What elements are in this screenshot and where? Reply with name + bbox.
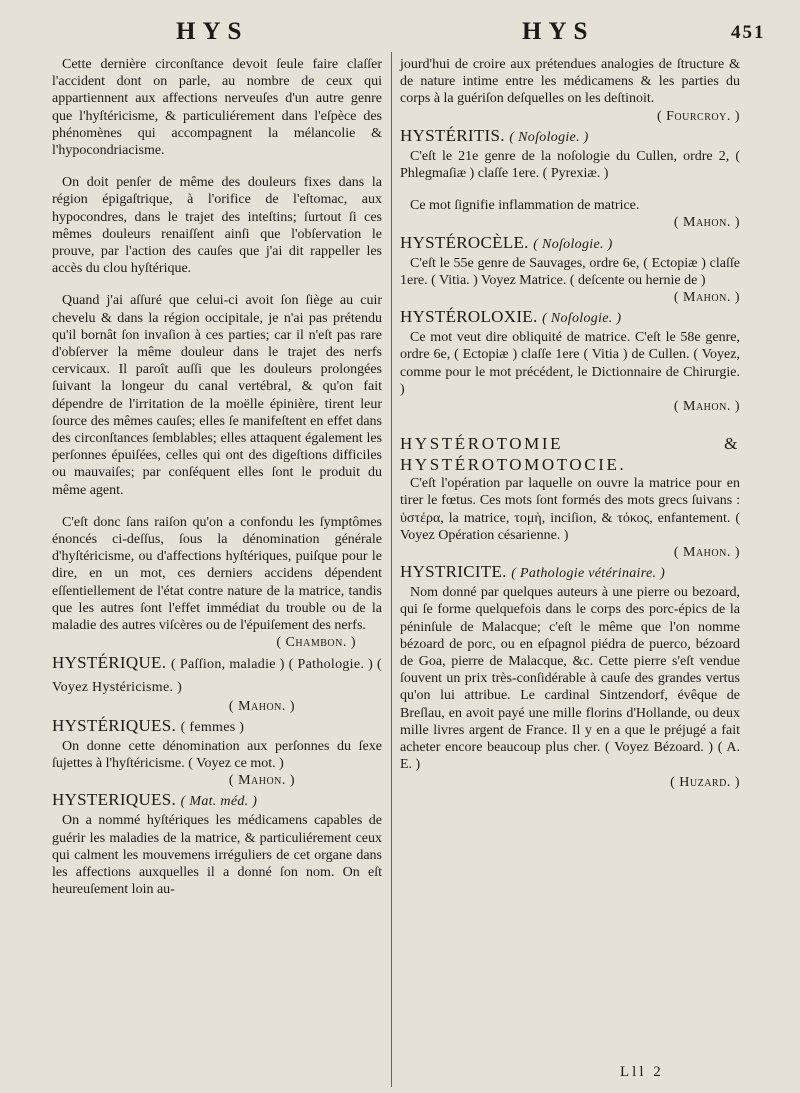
headword-text: HYSTÉRITIS. [400, 125, 505, 145]
author-signature: ( Fourcroy. ) [656, 108, 740, 124]
paragraph: Quand j'ai aſſuré que celui-ci avoit ſon ſiège au cuir chevelu & dans la région occipitale, je n'ai pas prétendu qu'il bornât ſon invaſion à ces parties; car il n'eſt pas rare d'obſerver la même douleur dans le trajet des nerfs cervicaux. Il paroît auſſi que les douleurs prolongées ſuivant la longeur du canal vertébral, & qu'on fait dépendre de l'irritation de la moëlle épinière, tirent leur ſource des mêmes cauſes; elles ſe manifeſtent en effet dans des circonſtances ſemblables; elles attaquent également les perſonnes épuiſées, celles qui ont des digeſtions difficiles ou mauvaiſes; par conſéquent elles ſont le produit du même agent. [52, 293, 382, 498]
headword-tag: ( Noſologie. ) [509, 129, 589, 145]
paragraph: On donne cette dénomination aux perſonnes du ſexe ſujettes à l'hyſtéricisme. ( Voyez ce mot. ) [52, 738, 382, 771]
author-signature: ( Mahon. ) [673, 545, 740, 561]
headword-text: HYSTÉRIQUES. [52, 715, 177, 735]
author-signature: ( Mahon. ) [228, 698, 296, 714]
headword-text: HYSTRICITE. [400, 562, 507, 582]
right-column [400, 56, 740, 791]
running-head-right: HYS [522, 18, 595, 45]
paragraph: Ce mot ſignifie inflammation de matrice. [410, 198, 640, 214]
paragraph: C'eſt le 21e genre de la noſologie du Cullen, ordre 2, ( Phlegmaſiæ ) claſſe 1ere. ( Pyrexiæ. ) [400, 148, 740, 182]
author-signature: ( Huzard. ) [670, 774, 740, 790]
author-signature: ( Mahon. ) [673, 290, 740, 306]
headword-text: HYSTERIQUES. [52, 790, 177, 810]
column-divider [391, 52, 392, 1087]
author-signature: ( Mahon. ) [673, 215, 740, 231]
author-signature: ( Chambon. ) [276, 635, 356, 651]
headword-text: HYSTÉROTOMIE & HYSTÉROTOMOTOCIE. [400, 434, 740, 475]
paragraph: jourd'hui de croire aux prétendues analogies de ſtructure & de nature intime entre les médicamens & les parties du corps à la guériſon deſquelles on les deſtinoit. [400, 57, 740, 107]
headword-tag: ( femmes ) [180, 719, 245, 735]
headword-text: HYSTÉRIQUE. [52, 652, 167, 672]
entry-headword [52, 652, 382, 698]
paragraph: On doit penſer de même des douleurs fixes dans la région épigaſtrique, à l'orifice de l'eſtomac, aux hypocondres, dans le trajet des inteſtins; ſurtout ſi ces mêmes douleurs renaiſſent ainſi que l'obſervation le prouve, par l'action des cauſes que j'ai dit rappeller les accès du clou hyſtérique. [52, 175, 382, 277]
entry-headword [400, 433, 740, 475]
signature-mark: Lll 2 [620, 1064, 664, 1080]
paragraph: Ce mot veut dire obliquité de matrice. C'eſt le 58e genre, ordre 6e, ( Ectopiæ ) claſſe 1ere ( Vitia ) de Cullen. ( Voyez, comme pour le mot précédent, le Dictionnaire de Chirurgie. ) [400, 330, 740, 397]
headword-tag: ( Paſſion, maladie ) ( Pathologie. ) ( Voyez Hystéricisme. ) [52, 656, 382, 695]
entry-headword [400, 232, 740, 255]
entry-headword [400, 561, 740, 584]
paragraph: C'eſt donc ſans raiſon qu'on a confondu les ſymptômes énoncés ci-deſſus, ſous la dénomination générale d'hyſtéricisme, ou d'affections hyſtériques, puiſque pour le dire, en un mot, ces derniers accidens dépendent eſſentiellement de l'état contre nature de la matrice, tandis que les autres ſont l'effet immédiat du trouble ou de la maladie des autres viſcères ou de l'épuiſement des nerfs. [52, 514, 382, 634]
headword-tag: ( Noſologie. ) [533, 236, 613, 252]
entry-headword [52, 715, 382, 738]
page-number: 451 [731, 22, 766, 43]
paragraph: Nom donné par quelques auteurs à une pierre ou bezoard, qui ſe forme quelquefois dans le corps des porc-épics de la péninſule de Malacque; c'eſt le même que l'on nomme bézoard de porc, ou en eſpagnol piédra de puerco, bézoard de Goa, pierre de Malacque, &c. Cette pierre s'eſt vendue ſouvent un prix très-conſidérable à cauſe des grandes vertus qu'on lui attribue. Le cardinal Sintzendorf, évêque de Breſlau, en avoit payé une mille florins d'Hollande, ou deux mille livres argent de France. Il y en a que le préjugé a fait acheter encore beaucoup plus cher. ( Voyez Bézoard. ) ( A. E. ) [400, 585, 740, 773]
entry-headword [400, 306, 740, 329]
paragraph: C'eſt le 55e genre de Sauvages, ordre 6e, ( Ectopiæ ) claſſe 1ere. ( Vitia. ) Voyez Matrice. ( deſcente ou hernie de ) [400, 255, 740, 288]
author-signature: ( Mahon. ) [228, 773, 296, 789]
headword-tag: ( Mat. méd. ) [180, 794, 258, 810]
headword-tag: ( Noſologie. ) [542, 311, 622, 327]
paragraph: On a nommé hyſtériques les médicamens capables de guérir les maladies de la matrice, & particuliérement ceux qui calment les mouvemens irréguliers de cet organe dans les affections auxquelles il a donné ſon nom. On eſt heureuſement loin au- [52, 813, 382, 898]
headword-text: HYSTÉROCÈLE. [400, 232, 529, 252]
left-column [52, 56, 382, 898]
entry-headword [400, 125, 740, 148]
running-head-left: HYS [176, 18, 249, 45]
entry-headword [52, 789, 382, 812]
paragraph: C'eſt l'opération par laquelle on ouvre la matrice pour en tirer le fœtus. Ces mots ſont formés des mots grecs ſuivans : ὑστέρα, la matrice, τομὴ, inciſion, & τόκος, enfantement. ( Voyez Opération césarienne. ) [400, 476, 740, 543]
author-signature: ( Mahon. ) [673, 399, 740, 415]
headword-tag: ( Pathologie vétérinaire. ) [511, 566, 666, 582]
paragraph: Cette dernière circonſtance devoit ſeule faire claſſer l'accident dont on parle, au nombre de ceux qui appartiennent aux affections nerveuſes d'un autre genre que l'hyſtéricisme, & particuliérement dans l'eſpèce des phénomènes qui accompagnent la mélancolie & l'hypocondriacisme. [52, 57, 382, 159]
headword-text: HYSTÉROLOXIE. [400, 307, 538, 327]
